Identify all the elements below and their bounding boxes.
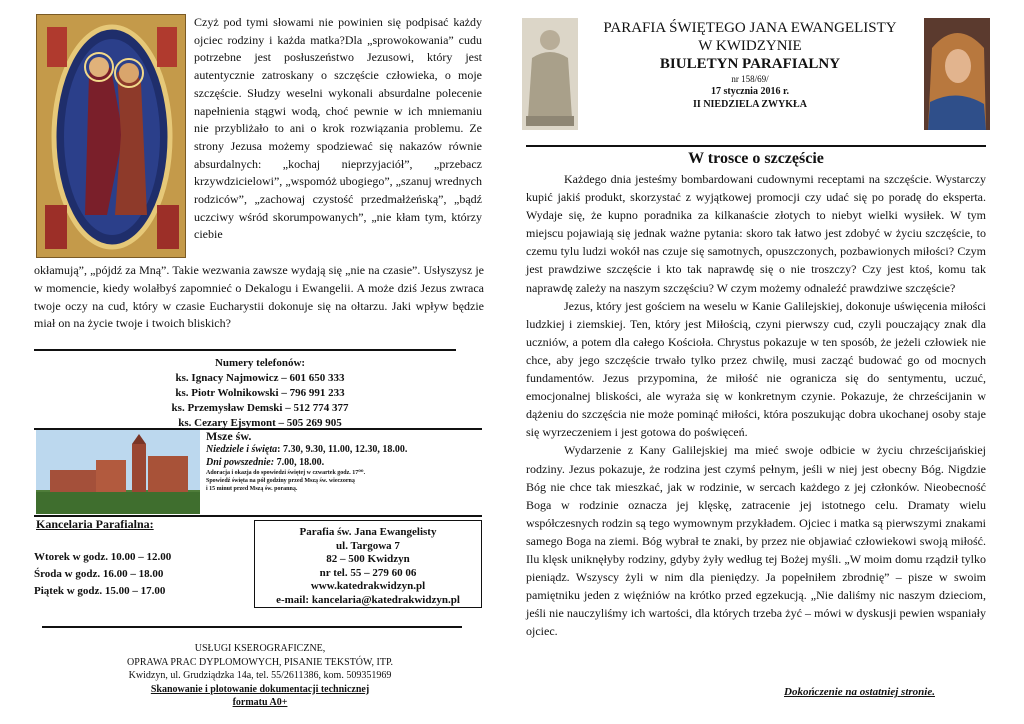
phone-line: ks. Ignacy Najmowicz – 601 650 333 bbox=[175, 372, 345, 384]
email-link[interactable]: e-mail: kancelaria@katedrakwidzyn.pl bbox=[276, 593, 460, 606]
phone-line: ks. Piotr Wolnikowski – 796 991 233 bbox=[175, 387, 345, 399]
sunday-label: Niedziele i święta bbox=[206, 444, 278, 455]
services-line: USŁUGI KSEROGRAFICZNE, bbox=[194, 643, 326, 654]
bulletin-title: BIULETYN PARAFIALNY bbox=[659, 56, 841, 72]
confession-note: i 15 minut przed Mszą św. poranną. bbox=[206, 486, 298, 492]
article-paragraph: Wydarzenie z Kany Galilejskiej ma mieć swoje odbicie w życiu chrześcijańskiej rodziny. Jezus pokazuje, że rodzina jest czymś pełnym, jeśli w niej jest obecny Bóg. Nigdzie Bóg nie chce tak mieszkać, jak w rodzinie, w sercach każdego z jej członków. Nieobecność Boga w rodzinie oznacza jej klęskę, zatracenie jej istotnego celu. Dramaty wielu współczesnych rodzin są tego wymownym przykładem. Ojciec i matka są pierwszymi znakami samego Boga na ziemi. Bóg wybrał te znaki, by przez nie objawiać człowiekowi swoją miłość. Ilu klęsk uniknęłyby rodziny, gdyby żyły według tej Bożej myśli. „W moim domu rządził tylko pieniądz. Wszyscy żyli w nim dla pieniędzy. Ja popełniłem zbrodnię” – pisze w swoim pamiętniku jeden z więźniów na krótko przed egzekucją. „Nie daliśmy nic naszym dzieciom, jeśli nie nauczyliśmy ich wartości, dla których trzeba żyć – mówi w dyskusji pewien wspaniały ojciec. bbox=[526, 443, 986, 639]
phones-title: Numery telefonów: bbox=[214, 357, 306, 369]
statue-icon bbox=[522, 18, 578, 130]
intro-text-top: Czyż pod tymi słowami nie powinien się podpisać każdy ojciec rodziny i każda matka?Dla „sprowokowania” cudu potrzebne jest posłuszeństwo Jezusowi, który jest autentycznie zatroskany o szczęście człowieka, o moje szczęście. Słudzy weselni wykonali absurdalne polecenie napełnienia stągwi wodą, choć pewnie w ich mniemaniu nie przybliżało to ani o krok rozwiązania problemu. Ze strony Jezusa możemy spodziewać się nakazów równie absurdalnych: „kochaj nieprzyjaciół”, „przebacz krzywdzicielowi”, „wspomóż ubogiego”, „szanuj wrednych rodziców”, „zachowaj czystość przedmałżeńską”, „bądź uczciwy wśród skorumpowanych”, „nie kłam tym, którzy ciebie bbox=[194, 15, 482, 242]
adoration-note: Adoracja i okazja do spowiedzi świętej w czwartek godz. 17⁰⁰. bbox=[206, 470, 366, 476]
sunday-times: : 7.30, 9.30, 11.00, 12.30, 18.00. bbox=[277, 444, 408, 455]
parish-name: PARAFIA ŚWIĘTEGO JANA EWANGELISTY bbox=[603, 20, 897, 36]
continued-note: Dokończenie na ostatniej stronie. bbox=[784, 686, 935, 698]
article-title: W trosce o szczęście bbox=[688, 150, 824, 167]
services-ad bbox=[60, 642, 460, 710]
liturgical-sunday: II NIEDZIELA ZWYKŁA bbox=[693, 99, 807, 110]
office-hours bbox=[34, 549, 171, 600]
contact-line: nr tel. 55 – 279 60 06 bbox=[319, 566, 417, 579]
bulletin-header bbox=[580, 19, 920, 111]
office-hour-line: Wtorek w godz. 10.00 – 12.00 bbox=[34, 551, 172, 563]
sunday-masses bbox=[206, 443, 486, 456]
office-title: Kancelaria Parafialna: bbox=[36, 517, 154, 531]
article-body bbox=[526, 170, 986, 640]
services-line: formatu A0+ bbox=[232, 697, 288, 708]
issue-number: nr 158/69/ bbox=[731, 74, 769, 84]
phone-line: ks. Przemysław Demski – 512 774 377 bbox=[171, 402, 349, 414]
saint-statue-image bbox=[522, 18, 578, 130]
services-line: Skanowanie i plotowanie dokumentacji technicznej bbox=[150, 683, 370, 695]
parish-town: W KWIDZYNIE bbox=[698, 38, 802, 54]
phone-numbers bbox=[100, 356, 420, 431]
website-link[interactable]: www.katedrakwidzyn.pl bbox=[310, 580, 426, 592]
office-hour-line: Środa w godz. 16.00 – 18.00 bbox=[34, 568, 164, 580]
weekday-masses bbox=[206, 456, 486, 469]
castle-image bbox=[36, 430, 200, 514]
right-page bbox=[512, 0, 1024, 724]
castle-icon bbox=[36, 430, 200, 514]
article-paragraph: Każdego dnia jesteśmy bombardowani cudownymi receptami na szczęście. Wystarczy kupić jakiś produkt, skorzystać z wyjątkowej promocji czy udać się po poradę do eksperta. Wydaje się, że kupno poradnika za kilkanaście złotych to niebyt wielki wysiłek. W tym miejscu pojawiają się jednak ważne pytania: skoro tak łatwo jest zdobyć w życiu szczęście, to czemu tylu ludzi wokół nas czuje się samotnych, opuszczonych, pozbawionych miłości? Czym jest prawdziwe szczęście i kto tak naprawdę się o nie troszczy? Czy jest ktoś, komu tak naprawdę zależy na naszym szczęściu? W czym możemy odnaleźć prawdziwe szczęście? bbox=[526, 172, 986, 295]
services-line: Kwidzyn, ul. Grudziądzka 14a, tel. 55/2611386, kom. 509351969 bbox=[128, 670, 392, 681]
weekday-label: Dni powszednie: bbox=[206, 457, 275, 468]
mary-image bbox=[924, 18, 990, 130]
weekday-times: 7.00, 18.00. bbox=[274, 457, 325, 468]
contact-line: Parafia św. Jana Ewangelisty bbox=[299, 526, 437, 538]
mary-icon bbox=[924, 18, 990, 130]
mass-times bbox=[206, 430, 486, 493]
services-line: OPRAWA PRAC DYPLOMOWYCH, PISANIE TEKSTÓW, ITP. bbox=[127, 656, 393, 668]
parish-contact-box bbox=[254, 520, 482, 608]
contact-line: 82 – 500 Kwidzyn bbox=[326, 553, 410, 565]
visitation-icon bbox=[37, 15, 186, 258]
icon-image-visitation bbox=[36, 14, 186, 258]
contact-line: ul. Targowa 7 bbox=[336, 539, 400, 552]
article-paragraph: Jezus, który jest gościem na weselu w Kanie Galilejskiej, dokonuje uświęcenia miłości ludzkiej i ziemskiej. Ten, który jest Miłością, czyni pierwszy cud, czyli pouczający znak dla uczniów, a potem dla całego Kościoła. Chrystus pokazuje w ten sposób, że jeżeli człowiek nie chce, aby jego szczęście trwało tylko przez chwilę, musi zacząć budować go od mocnych fundamentów. Jezus przypomina, że miłość nie ogranicza się do sentymentu, uczuć, emocjonalnej bliskości, ale wyraża się w konkretnym czynie. Pokazuje, że chrześcijanin w dążeniu do szczęścia nie może pominąć miłości, która poszukując dobra ukochanej osoby staje się wyrzeczeniem i jest gotowa do poświęceń. bbox=[526, 298, 986, 440]
office-hour-line: Piątek w godz. 15.00 – 17.00 bbox=[34, 585, 166, 597]
confession-note: Spowiedź święta na pół godziny przed Mszą św. wieczorną bbox=[206, 478, 355, 484]
issue-date: 17 stycznia 2016 r. bbox=[711, 86, 789, 97]
divider bbox=[526, 145, 986, 147]
phone-line: ks. Cezary Ejsymont – 505 269 905 bbox=[178, 417, 342, 429]
intro-text-bottom: okłamują”, „pójdź za Mną”. Takie wezwania zawsze wydają się „nie na czasie”. Usłyszysz je w momencie, kiedy wolałbyś zapomnieć o Dekalogu i Ewangelii. A może dziś Jezus zwraca twoje oczy na cud, który w czasie Eucharystii dokonuje się na ołtarzu. Jaki wpływ będzie miał on na życie twoje i twoich bliskich? bbox=[34, 263, 484, 331]
divider bbox=[34, 349, 456, 351]
masses-title: Msze św. bbox=[206, 429, 252, 443]
divider bbox=[42, 626, 462, 628]
